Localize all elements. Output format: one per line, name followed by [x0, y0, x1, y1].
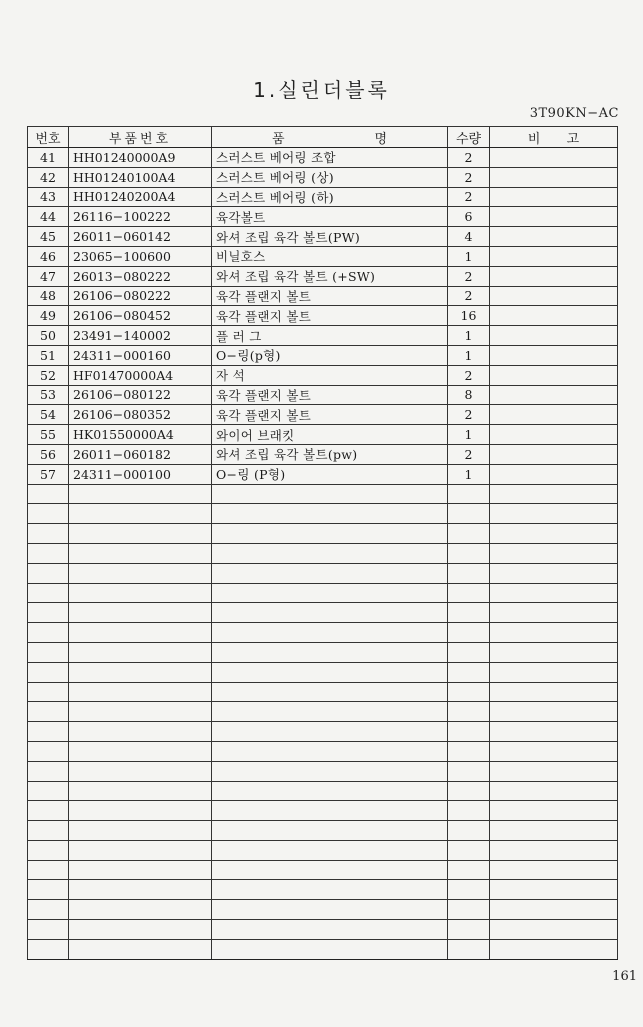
- row-remarks: [490, 187, 618, 207]
- row-part-name: 육각볼트: [212, 207, 448, 227]
- row-remarks: [490, 326, 618, 346]
- row-quantity: 6: [448, 207, 490, 227]
- row-part-name: [212, 840, 448, 860]
- table-row: [28, 286, 618, 306]
- header-name-right: 명: [374, 131, 387, 147]
- row-part-name: [212, 860, 448, 880]
- row-part-number: 26116−100222: [69, 207, 212, 227]
- row-remarks: [490, 266, 618, 286]
- table-row: [28, 623, 618, 643]
- row-part-number: [69, 821, 212, 841]
- table-row: [28, 741, 618, 761]
- table-row: [28, 781, 618, 801]
- table-row: [28, 246, 618, 266]
- row-part-number: [69, 642, 212, 662]
- row-part-number: [69, 524, 212, 544]
- row-part-number: 26106−080352: [69, 405, 212, 425]
- row-remarks: [490, 207, 618, 227]
- row-part-number: HH01240100A4: [69, 167, 212, 187]
- row-part-name: [212, 583, 448, 603]
- row-part-number: HH01240200A4: [69, 187, 212, 207]
- row-part-number: [69, 781, 212, 801]
- row-part-number: [69, 583, 212, 603]
- row-number: [28, 702, 69, 722]
- row-part-number: [69, 840, 212, 860]
- table-row: [28, 900, 618, 920]
- row-number: 56: [28, 444, 69, 464]
- parts-table: [27, 126, 618, 960]
- row-quantity: 4: [448, 227, 490, 247]
- row-part-number: [69, 920, 212, 940]
- row-number: 50: [28, 326, 69, 346]
- row-quantity: [448, 860, 490, 880]
- row-part-number: [69, 484, 212, 504]
- row-number: [28, 761, 69, 781]
- row-remarks: [490, 860, 618, 880]
- row-remarks: [490, 365, 618, 385]
- table-row: [28, 405, 618, 425]
- table-header-row: [28, 127, 618, 148]
- row-part-number: HK01550000A4: [69, 425, 212, 445]
- table-row: [28, 365, 618, 385]
- table-row: [28, 761, 618, 781]
- row-remarks: [490, 741, 618, 761]
- table-row: [28, 603, 618, 623]
- row-number: [28, 642, 69, 662]
- table-row: [28, 148, 618, 168]
- row-quantity: 2: [448, 286, 490, 306]
- row-part-name: [212, 722, 448, 742]
- row-remarks: [490, 227, 618, 247]
- row-remarks: [490, 662, 618, 682]
- row-number: 48: [28, 286, 69, 306]
- row-quantity: [448, 880, 490, 900]
- row-part-name: [212, 781, 448, 801]
- row-quantity: [448, 484, 490, 504]
- table-row: [28, 682, 618, 702]
- row-remarks: [490, 722, 618, 742]
- table-row: [28, 642, 618, 662]
- row-part-number: 23065−100600: [69, 246, 212, 266]
- row-number: [28, 603, 69, 623]
- row-number: [28, 662, 69, 682]
- table-row: [28, 345, 618, 365]
- row-quantity: [448, 524, 490, 544]
- row-part-number: [69, 504, 212, 524]
- row-quantity: 1: [448, 246, 490, 266]
- row-remarks: [490, 246, 618, 266]
- row-part-number: [69, 563, 212, 583]
- row-part-name: 와셔 조립 육각 볼트(pw): [212, 444, 448, 464]
- row-number: 47: [28, 266, 69, 286]
- row-part-number: [69, 702, 212, 722]
- row-remarks: [490, 444, 618, 464]
- row-quantity: [448, 801, 490, 821]
- row-part-name: [212, 702, 448, 722]
- row-remarks: [490, 148, 618, 168]
- row-part-number: [69, 741, 212, 761]
- row-part-number: [69, 722, 212, 742]
- row-number: 46: [28, 246, 69, 266]
- row-remarks: [490, 840, 618, 860]
- row-part-name: [212, 682, 448, 702]
- row-part-name: [212, 761, 448, 781]
- row-number: 55: [28, 425, 69, 445]
- row-quantity: [448, 702, 490, 722]
- table-row: [28, 543, 618, 563]
- header-qty: 수량: [448, 127, 490, 148]
- row-number: [28, 682, 69, 702]
- row-quantity: [448, 761, 490, 781]
- table-row: [28, 504, 618, 524]
- row-quantity: 16: [448, 306, 490, 326]
- row-part-number: [69, 623, 212, 643]
- row-number: 49: [28, 306, 69, 326]
- row-number: [28, 801, 69, 821]
- row-part-name: [212, 900, 448, 920]
- table-row: [28, 920, 618, 940]
- row-part-number: [69, 860, 212, 880]
- table-row: [28, 484, 618, 504]
- table-row: [28, 722, 618, 742]
- row-quantity: [448, 543, 490, 563]
- row-part-number: 26011−060182: [69, 444, 212, 464]
- row-remarks: [490, 484, 618, 504]
- header-part-no: 부품번호: [69, 127, 212, 148]
- row-number: [28, 900, 69, 920]
- row-part-name: 와셔 조립 육각 볼트 (+SW): [212, 266, 448, 286]
- row-part-number: [69, 603, 212, 623]
- row-part-name: [212, 662, 448, 682]
- row-remarks: [490, 761, 618, 781]
- row-quantity: [448, 662, 490, 682]
- row-quantity: 1: [448, 464, 490, 484]
- row-part-number: [69, 801, 212, 821]
- row-number: [28, 840, 69, 860]
- row-number: [28, 939, 69, 959]
- row-quantity: [448, 781, 490, 801]
- row-remarks: [490, 702, 618, 722]
- table-row: [28, 524, 618, 544]
- row-number: [28, 524, 69, 544]
- row-part-name: [212, 484, 448, 504]
- row-part-name: [212, 801, 448, 821]
- row-number: [28, 504, 69, 524]
- row-number: [28, 821, 69, 841]
- table-row: [28, 464, 618, 484]
- row-part-name: 육각 플랜지 볼트: [212, 306, 448, 326]
- row-remarks: [490, 642, 618, 662]
- row-part-name: [212, 524, 448, 544]
- row-part-number: [69, 662, 212, 682]
- row-quantity: 2: [448, 266, 490, 286]
- row-quantity: 2: [448, 187, 490, 207]
- row-quantity: [448, 900, 490, 920]
- row-number: [28, 484, 69, 504]
- table-row: [28, 167, 618, 187]
- row-quantity: [448, 642, 490, 662]
- row-part-number: [69, 900, 212, 920]
- row-quantity: 1: [448, 326, 490, 346]
- table-row: [28, 860, 618, 880]
- row-part-number: 23491−140002: [69, 326, 212, 346]
- table-row: [28, 266, 618, 286]
- row-number: 42: [28, 167, 69, 187]
- row-remarks: [490, 385, 618, 405]
- row-part-name: O−링 (P형): [212, 464, 448, 484]
- header-no: 번호: [28, 127, 69, 148]
- row-part-name: 스러스트 베어링 조합: [212, 148, 448, 168]
- row-remarks: [490, 286, 618, 306]
- row-number: [28, 880, 69, 900]
- row-quantity: 2: [448, 167, 490, 187]
- row-quantity: [448, 741, 490, 761]
- table-row: [28, 662, 618, 682]
- row-number: 43: [28, 187, 69, 207]
- row-number: [28, 722, 69, 742]
- row-quantity: 2: [448, 365, 490, 385]
- row-number: 53: [28, 385, 69, 405]
- row-part-name: 육각 플랜지 볼트: [212, 385, 448, 405]
- table-row: [28, 821, 618, 841]
- row-remarks: [490, 583, 618, 603]
- row-part-number: 26013−080222: [69, 266, 212, 286]
- row-remarks: [490, 543, 618, 563]
- row-part-number: [69, 880, 212, 900]
- row-part-name: [212, 504, 448, 524]
- table-row: [28, 207, 618, 227]
- table-row: [28, 227, 618, 247]
- row-quantity: [448, 939, 490, 959]
- header-name: [212, 127, 448, 148]
- row-part-name: [212, 623, 448, 643]
- table-row: [28, 326, 618, 346]
- model-code: 3T90KN−AC: [529, 106, 619, 121]
- row-part-name: [212, 939, 448, 959]
- row-number: [28, 583, 69, 603]
- parts-table-body: [28, 148, 618, 960]
- row-part-name: 육각 플랜지 볼트: [212, 405, 448, 425]
- row-part-number: [69, 682, 212, 702]
- row-quantity: [448, 821, 490, 841]
- row-part-name: O−링(p형): [212, 345, 448, 365]
- row-remarks: [490, 781, 618, 801]
- row-quantity: [448, 504, 490, 524]
- row-remarks: [490, 504, 618, 524]
- row-part-number: [69, 939, 212, 959]
- table-row: [28, 425, 618, 445]
- row-part-number: HF01470000A4: [69, 365, 212, 385]
- row-quantity: [448, 603, 490, 623]
- row-remarks: [490, 880, 618, 900]
- row-number: [28, 543, 69, 563]
- row-remarks: [490, 900, 618, 920]
- row-quantity: 2: [448, 444, 490, 464]
- row-quantity: 2: [448, 405, 490, 425]
- row-part-name: [212, 741, 448, 761]
- row-quantity: 1: [448, 425, 490, 445]
- row-quantity: 8: [448, 385, 490, 405]
- page-number: 161: [612, 969, 637, 984]
- header-name-left: 품: [272, 131, 285, 147]
- row-number: 44: [28, 207, 69, 227]
- row-part-number: 24311−000160: [69, 345, 212, 365]
- row-part-name: [212, 563, 448, 583]
- row-number: [28, 623, 69, 643]
- table-row: [28, 187, 618, 207]
- row-remarks: [490, 345, 618, 365]
- row-part-name: [212, 920, 448, 940]
- row-part-name: 플 러 그: [212, 326, 448, 346]
- row-number: [28, 741, 69, 761]
- row-remarks: [490, 306, 618, 326]
- row-quantity: [448, 563, 490, 583]
- row-remarks: [490, 821, 618, 841]
- row-part-number: 26106−080452: [69, 306, 212, 326]
- row-quantity: 2: [448, 148, 490, 168]
- row-number: [28, 920, 69, 940]
- table-row: [28, 444, 618, 464]
- table-row: [28, 702, 618, 722]
- table-row: [28, 939, 618, 959]
- row-part-name: 육각 플랜지 볼트: [212, 286, 448, 306]
- row-number: 41: [28, 148, 69, 168]
- row-number: 45: [28, 227, 69, 247]
- row-number: 54: [28, 405, 69, 425]
- table-row: [28, 385, 618, 405]
- row-part-name: [212, 821, 448, 841]
- row-remarks: [490, 405, 618, 425]
- row-part-number: 26106−080122: [69, 385, 212, 405]
- row-part-name: 자 석: [212, 365, 448, 385]
- row-part-number: 24311−000100: [69, 464, 212, 484]
- row-quantity: [448, 623, 490, 643]
- row-remarks: [490, 524, 618, 544]
- row-part-name: 스러스트 베어링 (하): [212, 187, 448, 207]
- row-part-name: 와이어 브래킷: [212, 425, 448, 445]
- row-remarks: [490, 167, 618, 187]
- row-number: 51: [28, 345, 69, 365]
- row-part-name: [212, 543, 448, 563]
- row-part-name: 와셔 조립 육각 볼트(PW): [212, 227, 448, 247]
- row-part-name: [212, 603, 448, 623]
- row-number: [28, 860, 69, 880]
- row-quantity: [448, 682, 490, 702]
- row-remarks: [490, 939, 618, 959]
- row-remarks: [490, 425, 618, 445]
- table-row: [28, 583, 618, 603]
- row-remarks: [490, 623, 618, 643]
- row-part-name: [212, 642, 448, 662]
- row-quantity: [448, 840, 490, 860]
- row-quantity: 1: [448, 345, 490, 365]
- table-row: [28, 880, 618, 900]
- row-quantity: [448, 722, 490, 742]
- table-row: [28, 801, 618, 821]
- row-remarks: [490, 563, 618, 583]
- row-quantity: [448, 920, 490, 940]
- row-part-name: 비닐호스: [212, 246, 448, 266]
- row-part-number: [69, 761, 212, 781]
- row-part-number: HH01240000A9: [69, 148, 212, 168]
- header-remarks: 비 고: [490, 127, 618, 148]
- table-row: [28, 306, 618, 326]
- row-part-name: 스러스트 베어링 (상): [212, 167, 448, 187]
- row-part-name: [212, 880, 448, 900]
- row-remarks: [490, 920, 618, 940]
- row-number: [28, 781, 69, 801]
- table-row: [28, 563, 618, 583]
- row-quantity: [448, 583, 490, 603]
- row-remarks: [490, 464, 618, 484]
- row-part-number: 26011−060142: [69, 227, 212, 247]
- page-title: 1.실린더블록: [253, 78, 390, 102]
- row-remarks: [490, 801, 618, 821]
- row-number: [28, 563, 69, 583]
- row-part-number: 26106−080222: [69, 286, 212, 306]
- table-row: [28, 840, 618, 860]
- row-remarks: [490, 682, 618, 702]
- row-part-number: [69, 543, 212, 563]
- row-number: 52: [28, 365, 69, 385]
- row-remarks: [490, 603, 618, 623]
- row-number: 57: [28, 464, 69, 484]
